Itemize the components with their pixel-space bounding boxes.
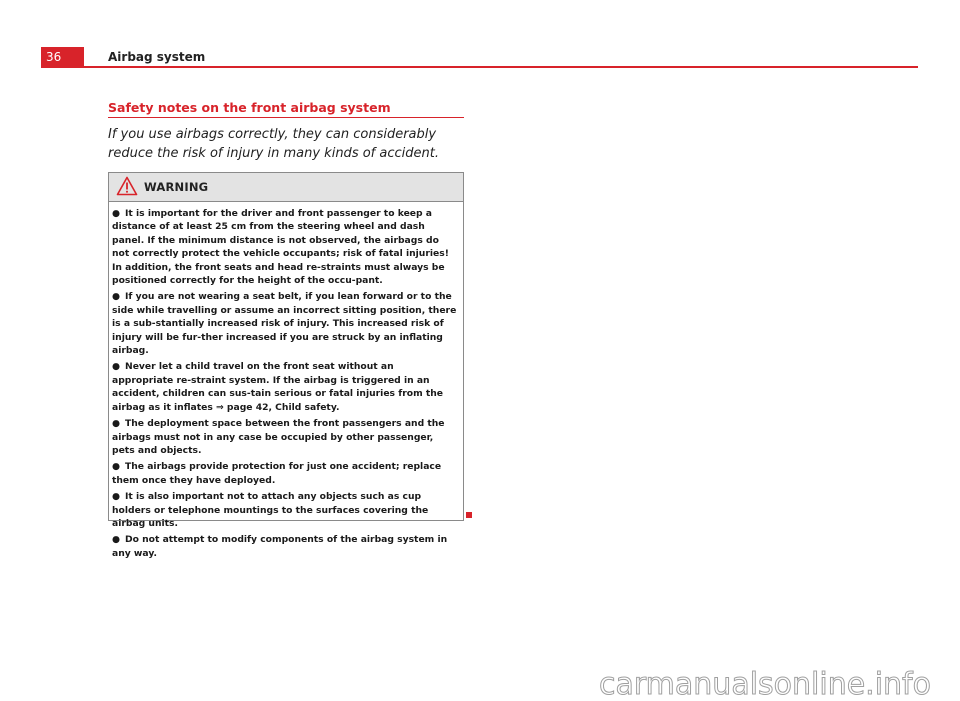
- bullet-icon: ●: [112, 461, 121, 473]
- chapter-title: Airbag system: [108, 50, 206, 64]
- warning-item: [112, 290, 457, 357]
- warning-item: [112, 207, 457, 287]
- warning-item: [112, 490, 457, 530]
- warning-item-text: If you are not wearing a seat belt, if you lean forward or to the side while travelling or assume an incorrect sitting position, there is a sub-stantially increased risk of injury. This increased risk of injury will be fur-ther increased if you are struck by an inflating airbag.: [112, 291, 457, 357]
- section-divider: [108, 117, 464, 118]
- warning-header: [109, 173, 463, 202]
- warning-triangle-icon: [116, 176, 138, 196]
- bullet-icon: ●: [112, 208, 121, 219]
- warning-item-text: The deployment space between the front passengers and the airbags must not in any case be occupied by other passenger, pets and objects.: [112, 418, 445, 456]
- section-heading: Safety notes on the front airbag system: [108, 100, 391, 115]
- bullet-icon: ●: [112, 418, 121, 430]
- watermark: [597, 668, 957, 700]
- bullet-icon: ●: [112, 361, 121, 373]
- page-number: 36: [41, 47, 84, 68]
- warning-item-text: Never let a child travel on the front seat without an appropriate re-straint system. If the airbag is triggered in an accident, children can sus-tain serious or fatal injuries from the airbag as it inflates ⇒ page 42, Child safety.: [112, 361, 444, 413]
- warning-item-text: It is also important not to attach any objects such as cup holders or telephone mountings to the surfaces covering the airbag units.: [112, 491, 429, 529]
- warning-item: [112, 533, 457, 560]
- warning-list: [109, 202, 463, 560]
- warning-item: [112, 417, 457, 457]
- warning-label: WARNING: [144, 180, 209, 194]
- section-intro: If you use airbags correctly, they can considerably reduce the risk of injury in many kinds of accident.: [108, 127, 439, 161]
- warning-item: [112, 360, 457, 414]
- warning-box: [108, 172, 464, 559]
- section-end-marker: [466, 512, 472, 518]
- bullet-icon: ●: [112, 534, 121, 546]
- bullet-icon: ●: [112, 291, 121, 303]
- watermark-text: carmanualsonline.info: [599, 668, 931, 700]
- header-divider: [84, 66, 918, 68]
- warning-item-text: Do not attempt to modify components of the airbag system in any way.: [112, 534, 448, 559]
- bullet-icon: ●: [112, 491, 121, 503]
- warning-item-text: The airbags provide protection for just one accident; replace them once they have deployed.: [112, 461, 442, 486]
- warning-item-text: It is important for the driver and front passenger to keep a distance of at least 25 cm from the steering wheel and dash panel. If the minimum distance is not observed, the airbags do not correctly protect the vehicle occupants; risk of fatal injuries! In addition, the front seats and head re-straints must always be positioned correctly for the height of the occu-pant.: [112, 208, 449, 287]
- warning-item: [112, 460, 457, 487]
